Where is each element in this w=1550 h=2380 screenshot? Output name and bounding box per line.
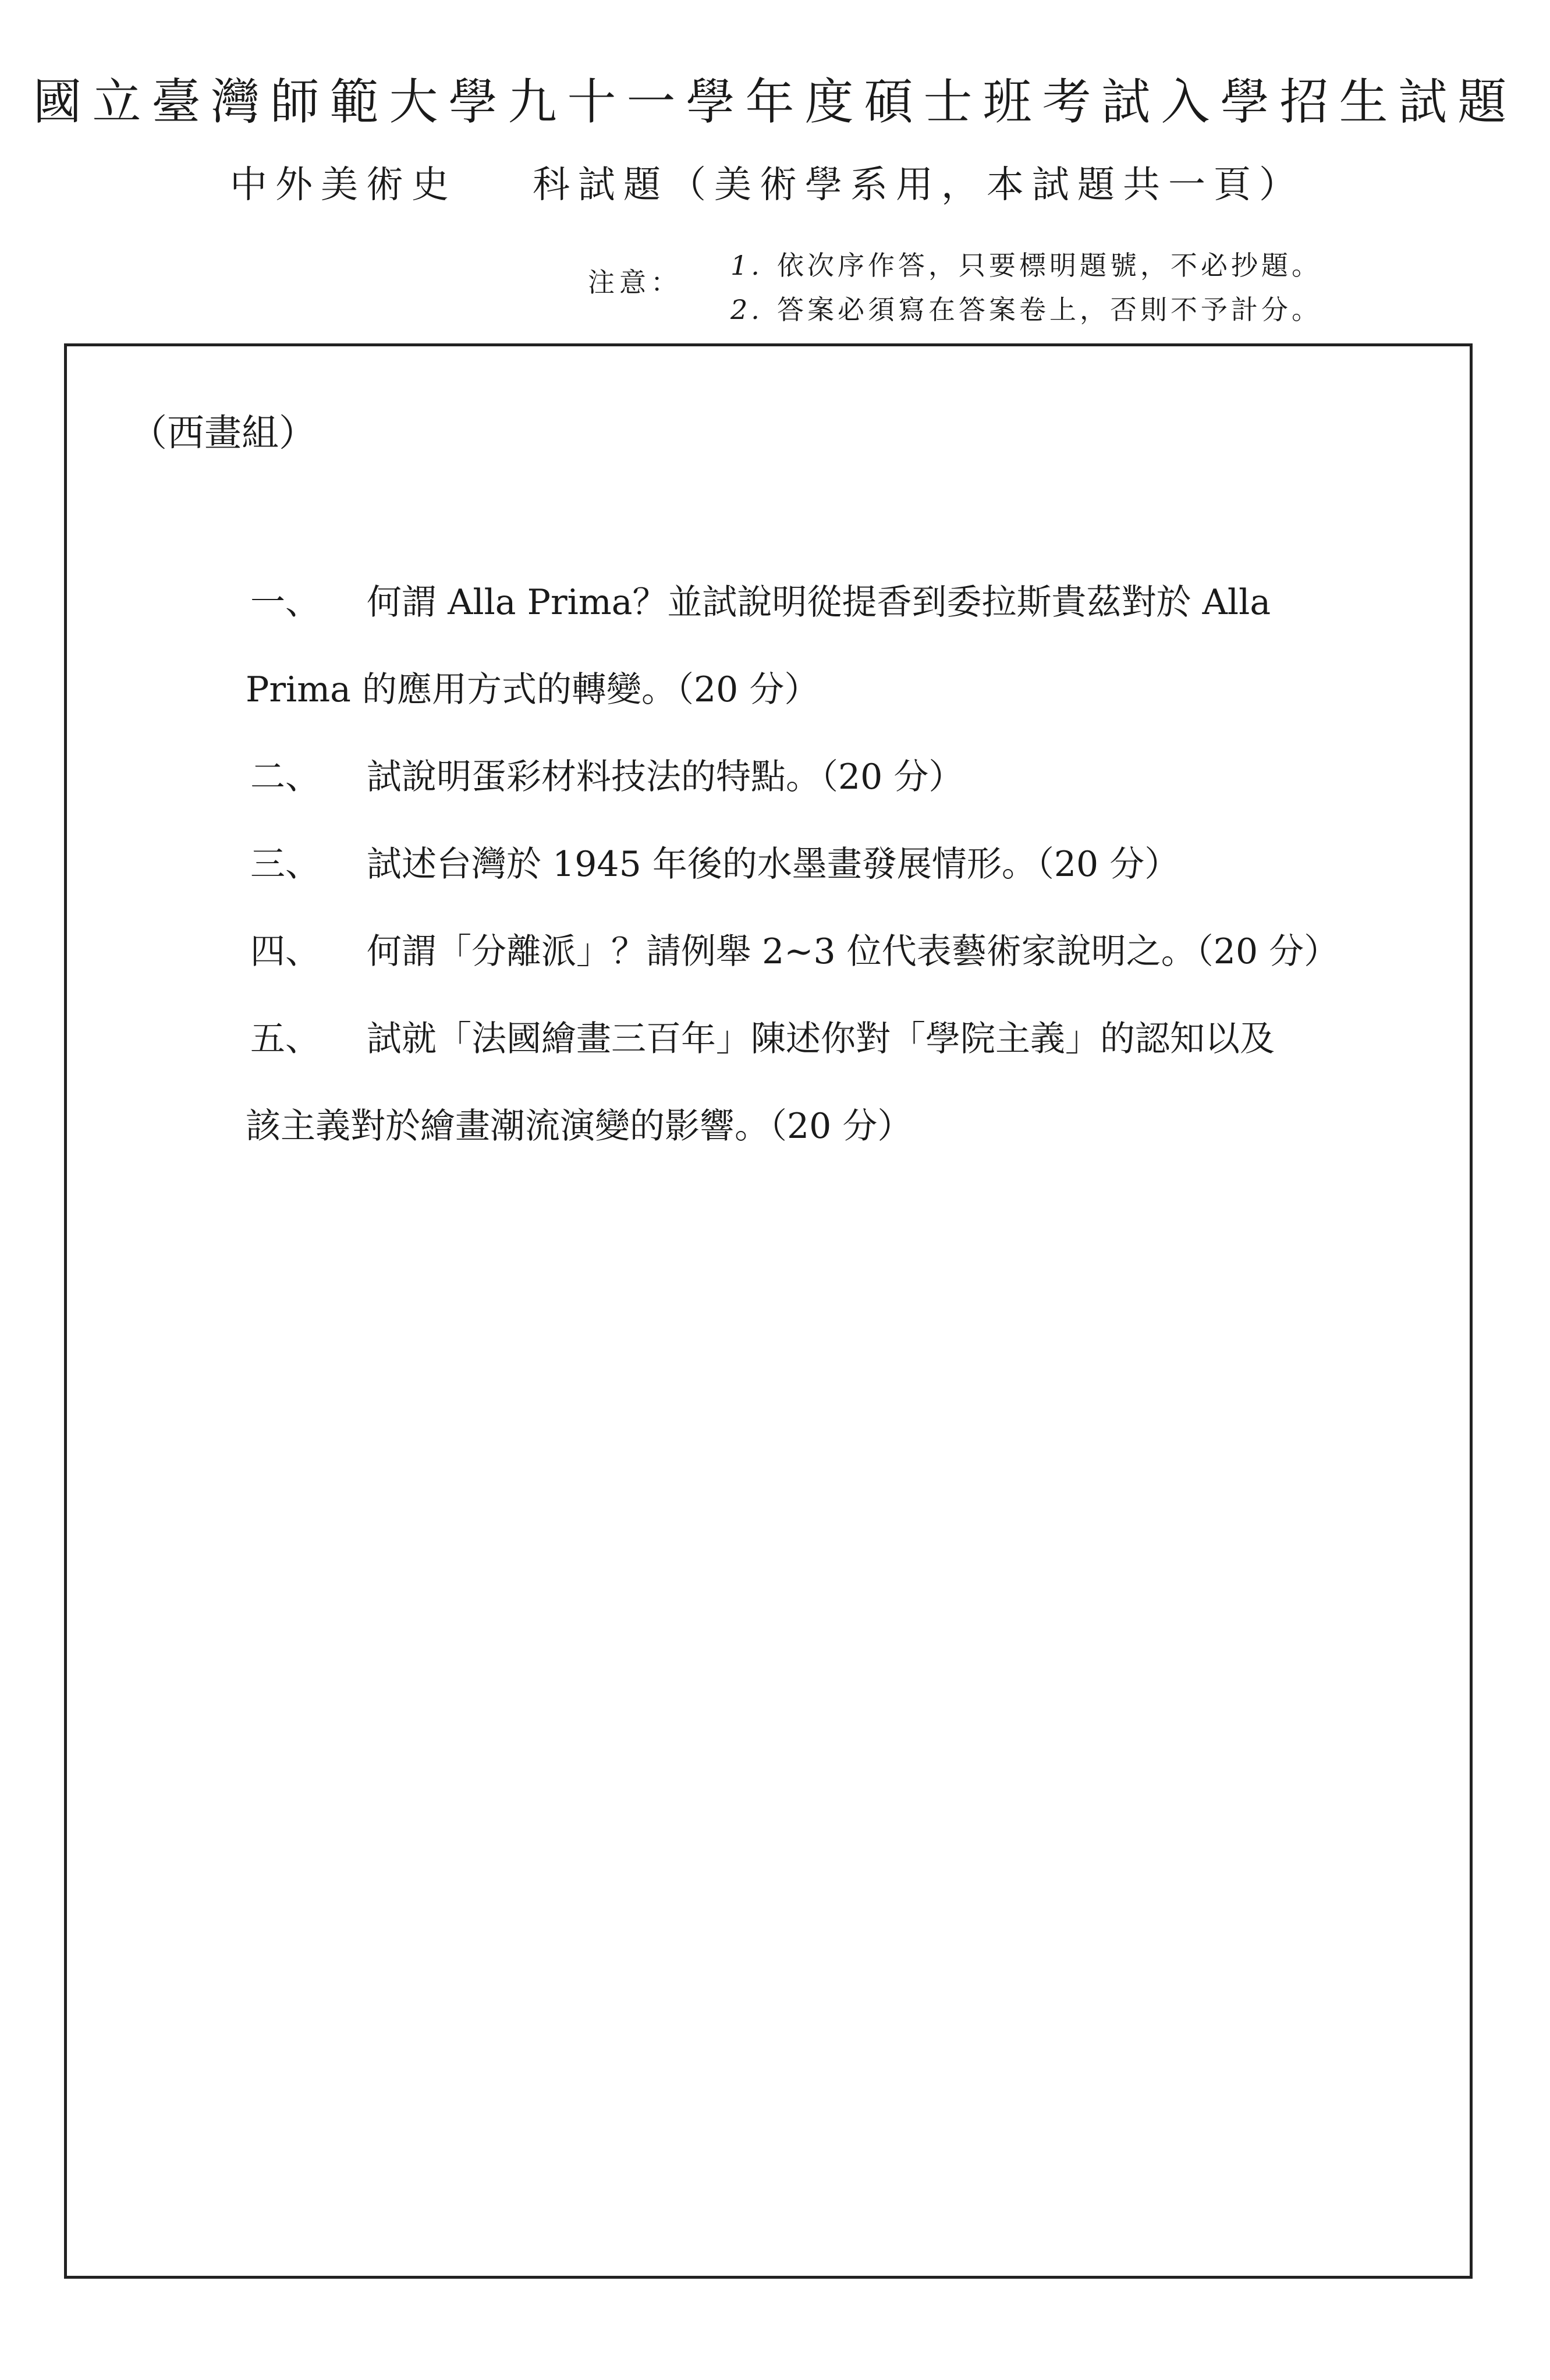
notice-item [730, 288, 1322, 332]
notice-item [730, 243, 1322, 288]
question-number: 二、 [250, 757, 320, 797]
notice-item-number: 1. [730, 250, 763, 281]
question-3 [250, 821, 1179, 908]
question-number: 一、 [250, 582, 320, 623]
question-text: 何謂「分離派」？請例舉 2~3 位代表藝術家說明之。（20 分） [367, 931, 1339, 972]
subject-name: 中外美術史 [230, 164, 457, 207]
question-number: 三、 [250, 844, 320, 885]
notice-item-text: 答案必須寫在答案卷上，否則不予計分。 [777, 294, 1322, 325]
question-text-continued: Prima 的應用方式的轉變。（20 分） [246, 669, 820, 710]
question-text: 試就「法國繪畫三百年」陳述你對「學院主義」的認知以及 [367, 1019, 1275, 1059]
exam-question-frame [64, 343, 1473, 2279]
question-text: 試述台灣於 1945 年後的水墨畫發展情形。（20 分） [367, 844, 1180, 885]
notice-item-text: 依次序作答，只要標明題號，不必抄題。 [777, 250, 1322, 281]
notice-list [730, 243, 1322, 332]
question-number: 四、 [250, 931, 320, 972]
notice-item-number: 2. [730, 294, 763, 325]
exam-subtitle [230, 156, 1304, 214]
subtitle-detail: 科試題（美術學系用，本試題共一頁） [533, 164, 1304, 207]
question-text: 試說明蛋彩材料技法的特點。（20 分） [367, 757, 964, 797]
question-number: 五、 [250, 1019, 320, 1059]
question-2 [250, 733, 963, 821]
question-1 [246, 559, 1271, 710]
question-4 [250, 908, 1339, 995]
notice-label: 注意： [588, 267, 682, 298]
question-text-continued: 該主義對於繪畫潮流演變的影響。（20 分） [246, 1106, 913, 1147]
question-5 [246, 995, 1275, 1147]
exam-title: 國立臺灣師範大學九十一學年度碩士班考試入學招生試題 [33, 73, 1517, 130]
question-text: 何謂 Alla Prima？並試說明從提香到委拉斯貴茲對於 Alla [367, 582, 1271, 623]
group-label: （西畫組） [130, 412, 316, 455]
